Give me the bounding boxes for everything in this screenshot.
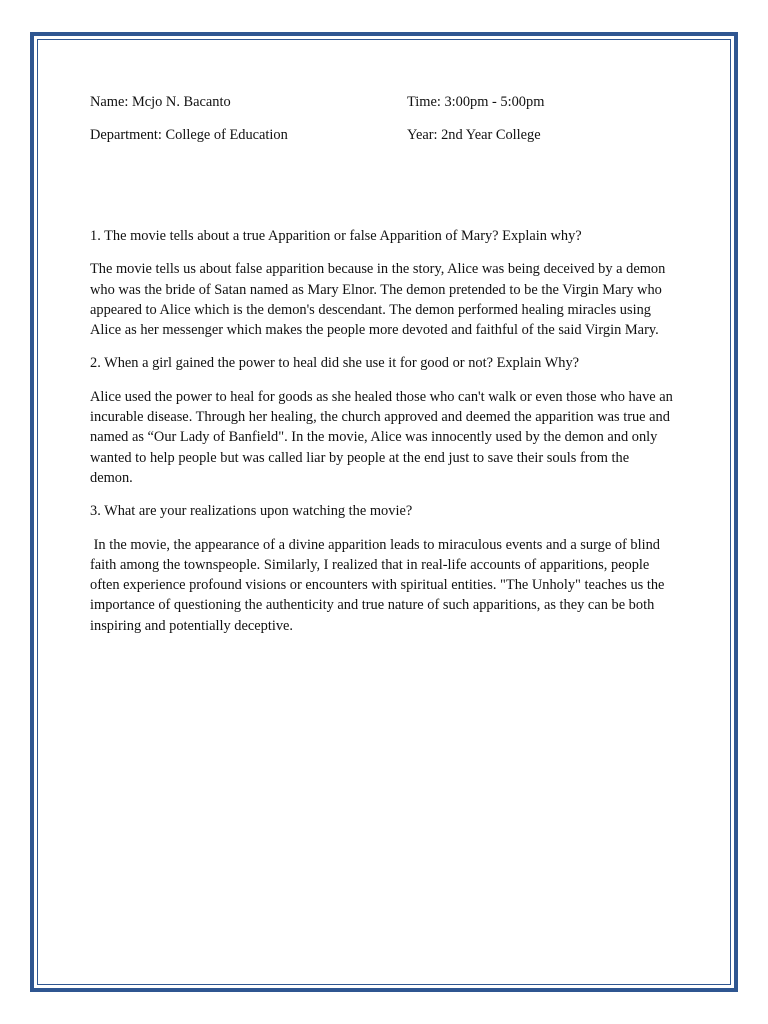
document-body [90, 226, 677, 649]
question-3: 3. What are your realizations upon watching the movie? [90, 503, 413, 520]
answer-3: In the movie, the appearance of a divine apparition leads to miraculous events and a surge of blind faith among the townspeople. Similarly, I realized that in real-life accounts of apparitions, people often experience profound visions or encounters with spiritual entities. "The Unholy" teaches us the importance of questioning the authenticity and true nature of such apparitions, as they can be both inspiring and potentially deceptive. [90, 536, 669, 634]
question-2: 2. When a girl gained the power to heal did she use it for good or not? Explain Why? [90, 355, 580, 372]
header-row-1 [90, 92, 690, 125]
question-1: 1. The movie tells about a true Apparition or false Apparition of Mary? Explain why? [90, 228, 582, 244]
document-header [90, 92, 690, 158]
header-row-2 [90, 125, 690, 158]
year-level: Year: 2nd Year College [407, 127, 541, 143]
answer-2: Alice used the power to heal for goods as she healed those who can't walk or even those who have an incurable disease. Through her healing, the church approved and deemed the apparition was true and named as “Our Lady of Banfield". In the movie, Alice was innocently used by the demon and only wanted to help people but was called liar by people at the end just to save their souls from the demon. [90, 388, 677, 486]
answer-1: The movie tells us about false apparition because in the story, Alice was being deceived by a demon who was the bride of Satan named as Mary Elnor. The demon pretended to be the Virgin Mary who appeared to Alice which is the demon's descendant. The demon performed healing miracles using Alice as her messenger which makes the people more devoted and faithful of the said Virgin Mary. [90, 261, 669, 339]
class-time: Time: 3:00pm - 5:00pm [407, 94, 545, 110]
student-name: Name: Mcjo N. Bacanto [90, 94, 231, 110]
department: Department: College of Education [90, 127, 288, 143]
